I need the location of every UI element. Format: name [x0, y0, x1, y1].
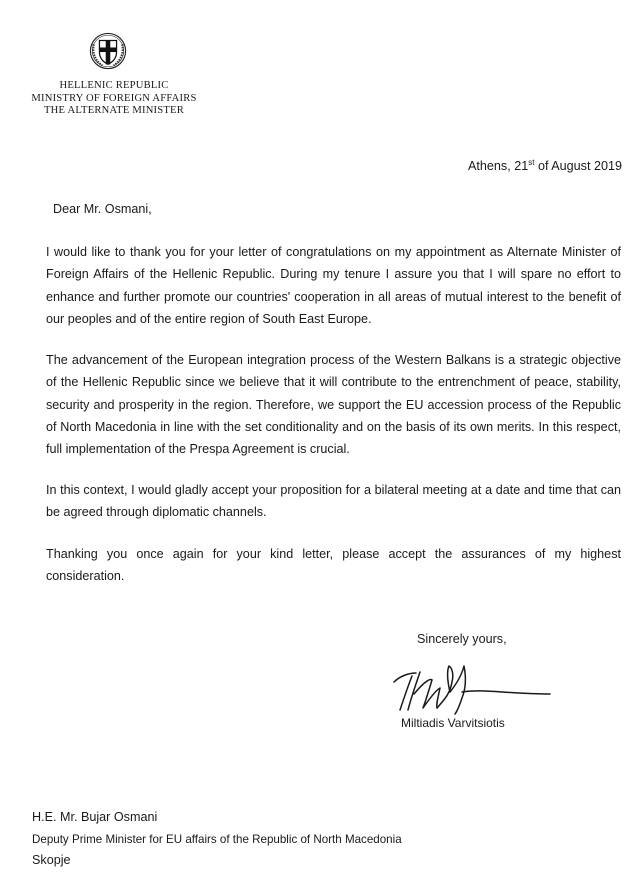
addressee-city: Skopje	[32, 853, 71, 867]
letterhead	[8, 80, 220, 118]
date-ordinal: st	[528, 158, 535, 167]
date-prefix: Athens, 21	[468, 159, 529, 173]
salutation: Dear Mr. Osmani,	[53, 202, 152, 216]
letterhead-line-republic: HELLENIC REPUBLIC	[59, 80, 169, 91]
letterhead-line-ministry: MINISTRY OF FOREIGN AFFAIRS	[31, 92, 197, 104]
letterhead-line-minister: THE ALTERNATE MINISTER	[44, 105, 184, 117]
paragraph-closing: Thanking you once again for your kind letter, please accept the assurances of my highest consideration.	[46, 547, 621, 584]
handwritten-signature-icon	[392, 652, 552, 718]
paragraph-integration: The advancement of the European integration process of the Western Balkans is a strategic objective of the Hellenic Republic since we believe that it will contribute to the entrenchment of peace, stability, security and prosperity in the region. Therefore, we support the EU accession process of the Republic of North Macedonia in line with the set conditionality and on the basis of its own merits. In this respect, full implementation of the Prespa Agreement is crucial.	[46, 353, 621, 457]
addressee-designation: Deputy Prime Minister for EU affairs of the Republic of North Macedonia	[32, 832, 402, 846]
closing-phrase: Sincerely yours,	[417, 632, 507, 646]
paragraph-thanks: I would like to thank you for your letter of congratulations on my appointment as Alternate Minister of Foreign Affairs of the Hellenic Republic. During my tenure I assure you that I will spare no effort to enhance and further promote our countries' cooperation in all areas of mutual interest to the benefit of our peoples and of the entire region of South East Europe.	[46, 245, 621, 326]
letter-date	[468, 159, 622, 173]
addressee-block	[32, 807, 402, 872]
paragraph-meeting: In this context, I would gladly accept your proposition for a bilateral meeting at a date and time that can be agreed through diplomatic channels.	[46, 483, 621, 520]
addressee-name: H.E. Mr. Bujar Osmani	[32, 810, 158, 824]
date-suffix: of August 2019	[534, 159, 622, 173]
hellenic-coat-of-arms-icon	[89, 32, 127, 70]
signer-name: Miltiadis Varvitsiotis	[401, 716, 505, 730]
